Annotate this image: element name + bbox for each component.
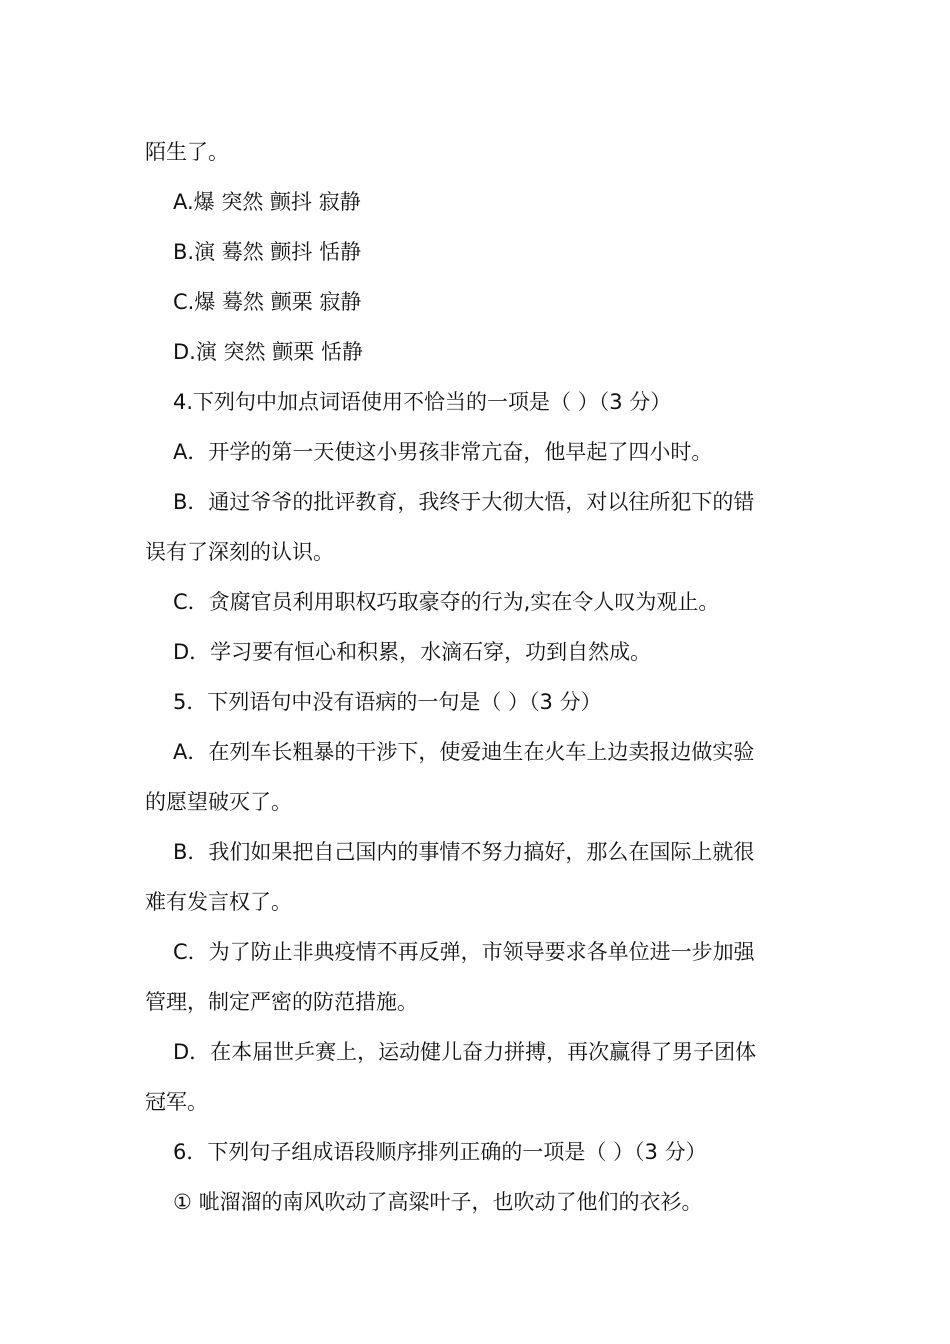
question-5-option-d-cont: 冠军。: [145, 1090, 208, 1114]
question-5-option-c-cont: 管理，制定严密的防范措施。: [145, 990, 418, 1014]
question-5-option-c: C．为了防止非典疫情不再反弹，市领导要求各单位进一步加强: [173, 940, 755, 964]
question-4-option-a: A．开学的第一天使这小男孩非常亢奋，他早起了四小时。: [173, 440, 713, 464]
question-4-option-b-cont: 误有了深刻的认识。: [145, 540, 334, 564]
question-5-option-d: D．在本届世乒赛上，运动健儿奋力拼搏，再次赢得了男子团体: [173, 1040, 757, 1064]
question-4: [145, 377, 810, 677]
question-6-stem: 6．下列句子组成语段顺序排列正确的一项是（ ）（3 分）: [173, 1140, 707, 1164]
question-6: [145, 1127, 810, 1227]
option-b: B.演 蓦然 颤抖 恬静: [173, 240, 362, 264]
document-body: [145, 127, 810, 1227]
question-4-stem: 4.下列句中加点词语使用不恰当的一项是（ ）（3 分）: [173, 390, 672, 414]
question-4-option-d: D．学习要有恒心和积累，水滴石穿，功到自然成。: [173, 640, 652, 664]
question-5: [145, 677, 810, 1127]
question-5-option-a-cont: 的愿望破灭了。: [145, 790, 292, 814]
option-c: C.爆 蓦然 颤栗 寂静: [173, 290, 362, 314]
question-4-option-c: C．贪腐官员利用职权巧取豪夺的行为,实在令人叹为观止。: [173, 590, 720, 614]
question-5-option-b: B．我们如果把自己国内的事情不努力搞好，那么在国际上就很: [173, 840, 755, 864]
option-a: A.爆 突然 颤抖 寂静: [173, 190, 361, 214]
question-5-option-a: A．在列车长粗暴的干涉下，使爱迪生在火车上边卖报边做实验: [173, 740, 755, 764]
question-4-option-b: B．通过爷爷的批评教育，我终于大彻大悟，对以往所犯下的错: [173, 490, 755, 514]
text-line: 陌生了。: [145, 140, 229, 164]
question-5-option-b-cont: 难有发言权了。: [145, 890, 292, 914]
question-5-stem: 5．下列语句中没有语病的一句是（ ）（3 分）: [173, 690, 602, 714]
option-d: D.演 突然 颤栗 恬静: [173, 340, 363, 364]
question-6-sentence-1: ① 呲溜溜的南风吹动了高粱叶子，也吹动了他们的衣衫。: [173, 1190, 703, 1214]
